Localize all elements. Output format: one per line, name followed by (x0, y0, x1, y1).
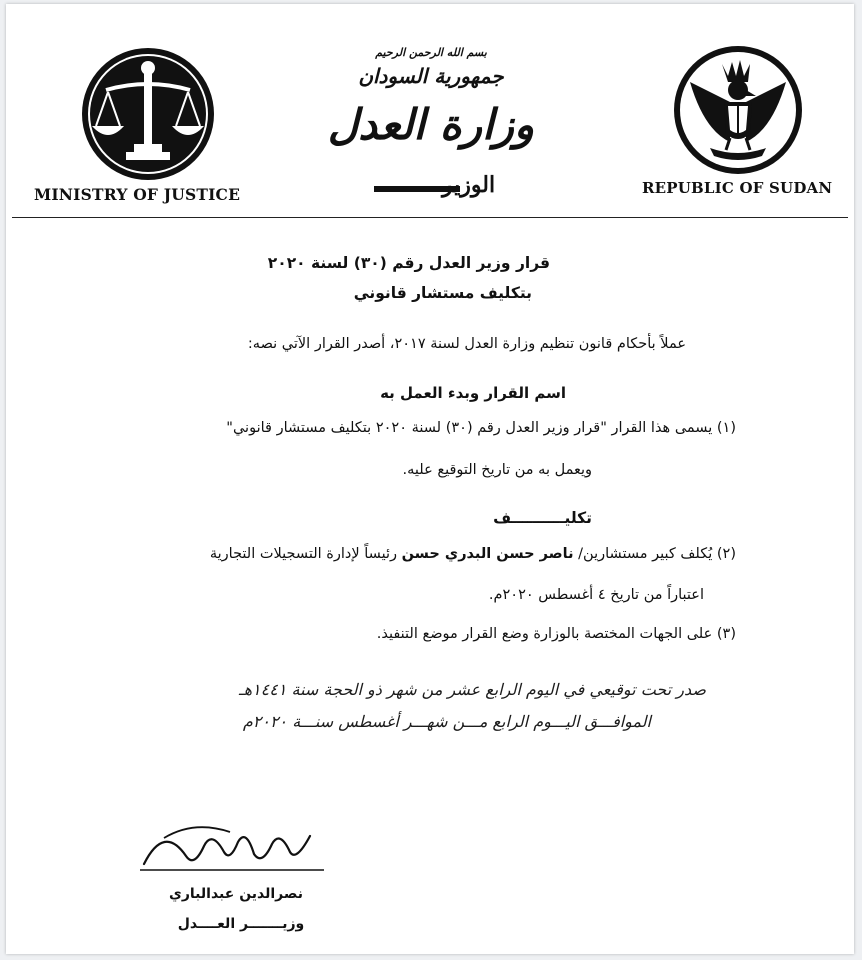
decree-title: قرار وزير العدل رقم (٣٠) لسنة ٢٠٢٠ (267, 254, 550, 272)
clause-2-prefix: (٢) يُكلف كبير مستشارين/ (573, 546, 736, 562)
appointee-name: ناصر حسن البدري حسن (401, 546, 574, 562)
clause-1-continued: ويعمل به من تاريخ التوقيع عليه. (402, 462, 592, 478)
letterhead-ministry: وزارة العدل (327, 100, 535, 149)
decree-subtitle: بتكليف مستشار قانوني (353, 284, 532, 302)
ministry-of-justice-label: MINISTRY OF JUSTICE (34, 185, 241, 204)
clause-2-continued: اعتباراً من تاريخ ٤ أغسطس ٢٠٢٠م. (488, 587, 704, 603)
header-divider (12, 217, 848, 218)
scales-of-justice-logo (78, 44, 218, 184)
republic-of-sudan-label: REPUBLIC OF SUDAN (642, 179, 833, 197)
clause-2-suffix: رئيساً لإدارة التسجيلات التجارية (209, 546, 402, 562)
letterhead-motto: بسم الله الرحمن الرحيم (375, 46, 487, 59)
clause-1: (١) يسمى هذا القرار "قرار وزير العدل رقم (٣٠) لسنة ٢٠٢٠ بتكليف مستشار قانوني" (226, 420, 736, 436)
secretary-bird-emblem (670, 42, 806, 178)
issued-line-gregorian: الموافـــق اليـــوم الرابع مـــن شهـــر أغسطس سنـــة ٢٠٢٠م (242, 712, 651, 731)
signatory-name: نصرالدين عبدالباري (169, 886, 303, 902)
section-heading-assignment: تكليــــــــــف (493, 509, 592, 527)
decree-page (6, 4, 854, 954)
preamble-text: عملاً بأحكام قانون تنظيم وزارة العدل لسنة ٢٠١٧، أصدر القرار الآتي نصه: (247, 336, 686, 352)
letterhead-country: جمهورية السودان (358, 64, 504, 88)
section-heading-name-commencement: اسم القرار وبدء العمل به (380, 384, 566, 402)
issued-line-hijri: صدر تحت توقيعي في اليوم الرابع عشر من شهر ذو الحجة سنة ١٤٤١هـ (238, 680, 706, 699)
clause-2 (210, 546, 736, 562)
signatory-title: وزيـــــــر العــــدل (177, 916, 305, 932)
letterhead-office: الوزير (442, 172, 496, 198)
clause-3: (٣) على الجهات المختصة بالوزارة وضع القرار موضع التنفيذ. (376, 626, 736, 642)
handwritten-signature (134, 816, 334, 876)
